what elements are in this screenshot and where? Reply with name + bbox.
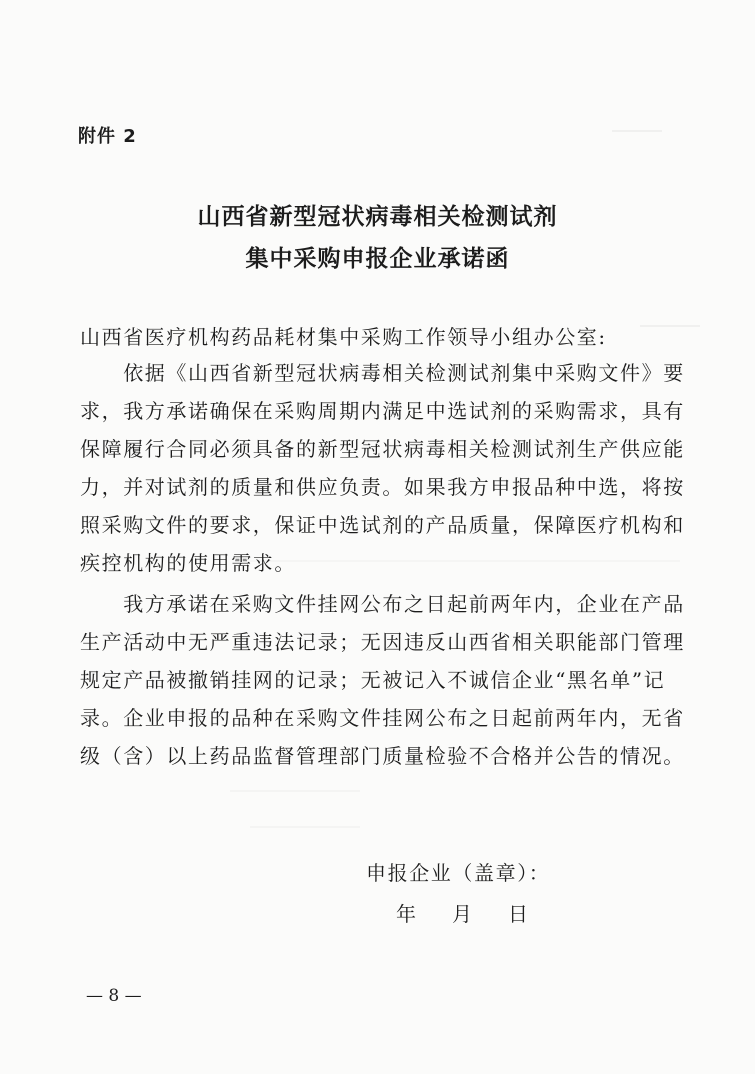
paragraph-1-line: 照采购文件的要求，保证中选试剂的产品质量，保障医疗机构和: [80, 513, 685, 537]
paragraph-2-line: 录。企业申报的品种在采购文件挂网公布之日起前两年内，无省: [80, 706, 685, 730]
paragraph-1-line: 力，并对试剂的质量和供应负责。如果我方申报品种中选，将按: [80, 475, 685, 499]
paragraph-1-line: 依据《山西省新型冠状病毒相关检测试剂集中采购文件》要: [80, 361, 685, 385]
date-day-label: 日: [508, 902, 528, 926]
document-title-line-1: 山西省新型冠状病毒相关检测试剂: [197, 203, 558, 230]
date-year-label: 年: [396, 902, 416, 926]
document-title-line-2: 集中采购申报企业承诺函: [245, 245, 510, 272]
paragraph-2-line: 我方承诺在采购文件挂网公布之日起前两年内，企业在产品: [80, 592, 685, 616]
scan-bleed-mark: [250, 826, 360, 828]
scan-bleed-mark: [230, 790, 360, 792]
paragraph-1-line: 保障履行合同必须具备的新型冠状病毒相关检测试剂生产供应能: [80, 437, 685, 461]
paragraph-2-line: 规定产品被撤销挂网的记录；无被记入不诚信企业“黑名单”记: [80, 668, 666, 692]
paragraph-2-line: 级（含）以上药品监督管理部门质量检验不合格并公告的情况。: [80, 744, 685, 768]
signature-date: [396, 898, 528, 927]
page-number: — 8 —: [86, 986, 142, 1006]
paragraph-2-line: 生产活动中无严重违法记录；无因违反山西省相关职能部门管理: [80, 630, 685, 654]
paragraph-1-line: 疾控机构的使用需求。: [80, 551, 296, 575]
attachment-label: 附件 2: [78, 126, 137, 147]
addressee-line: 山西省医疗机构药品耗材集中采购工作领导小组办公室:: [80, 325, 607, 349]
scan-bleed-mark: [612, 130, 662, 132]
date-month-label: 月: [452, 902, 472, 926]
signature-company-label: 申报企业（盖章）：: [366, 861, 551, 885]
paragraph-1-line: 求，我方承诺确保在采购周期内满足中选试剂的采购需求，具有: [80, 399, 685, 423]
